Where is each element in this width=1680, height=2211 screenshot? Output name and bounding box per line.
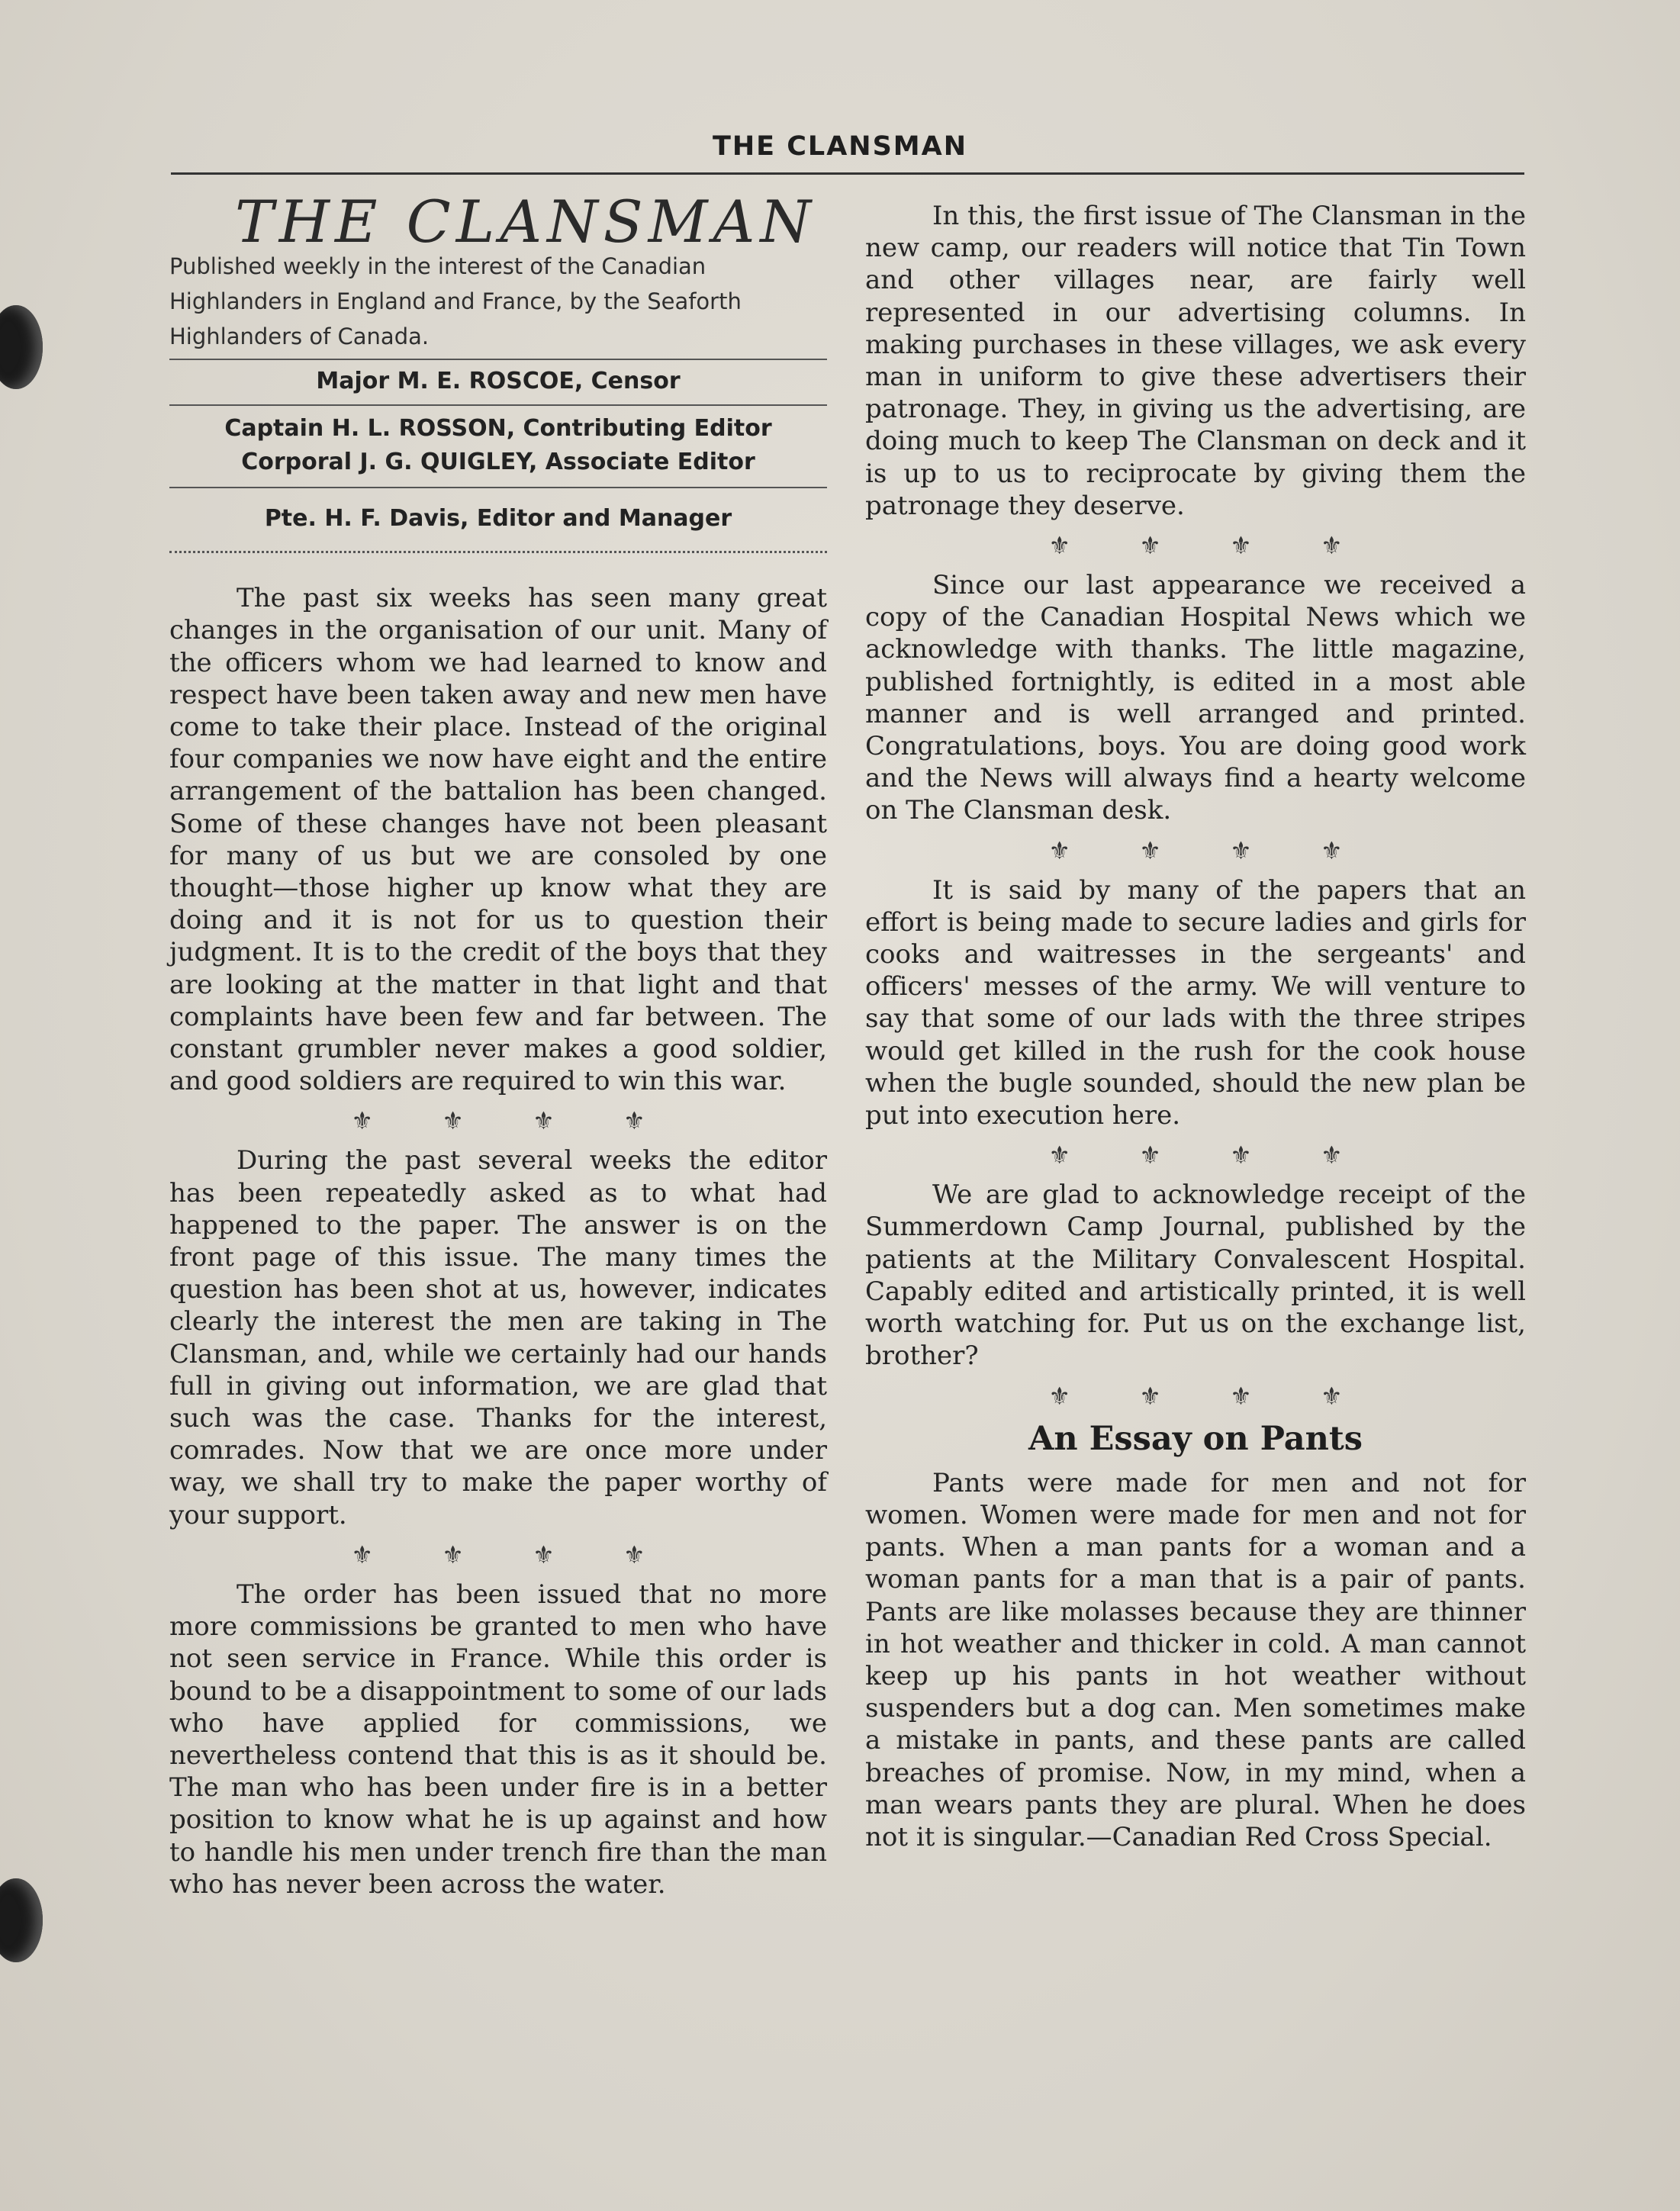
binding-hole xyxy=(0,1878,43,1962)
editorial-paragraph: In this, the first issue of The Clansman in the new camp, our readers will notice that Tin Town and other villages near, are fairly well represented in our advertising columns. In making purchases in these villages, we ask every man in uniform to give these advertisers their patronage. They, in giving us the advertising, are doing much to keep The Clansman on deck and it is up to us to reciprocate by giving them the patronage they deserve. xyxy=(865,201,1526,521)
staff-editors xyxy=(169,406,827,487)
fleuron-divider: ⚜ ⚜ ⚜ ⚜ xyxy=(1048,531,1373,561)
right-column xyxy=(865,200,1526,1853)
fleuron-divider: ⚜ ⚜ ⚜ ⚜ xyxy=(351,1540,676,1569)
editorial-paragraph: The order has been issued that no more more commissions be granted to men who have not seen service in France. While this order is bound to be a disappointment to some of our lads who have applied for commissions, we nevertheless contend that this is as it should be. The man who has been under fire is in a better position to know what he is up against and how to handle his men under trench fire than the man who has never been across the water. xyxy=(169,1579,827,1900)
running-head: THE CLANSMAN xyxy=(712,131,968,162)
fleuron-divider: ⚜ ⚜ ⚜ ⚜ xyxy=(1048,1381,1373,1411)
editorial-paragraph: It is said by many of the papers that an effort is being made to secure ladies and girls for cooks and waitresses in the sergeants' and officers' messes of the army. We will venture to say that some of our lads with the three stripes would get killed in the rush for the cook house when the bugle sounded, should the new plan be put into execution here. xyxy=(865,874,1526,1131)
editorial-paragraph: The past six weeks has seen many great changes in the organisation of our unit. Many of the officers whom we had learned to know and respect have been taken away and new men have come to take their place. Instead of the original four companies we now have eight and the entire arrangement of the battalion has been changed. Some of these changes have not been pleasant for many of us but we are consoled by one thought—those higher up know what they are doing and it is not for us to question their judgment. It is to the credit of the boys that they are looking at the matter in that light and that complaints have been few and far between. The constant grumbler never makes a good soldier, and good soldiers are required to win this war. xyxy=(169,583,827,1097)
essay-title: An Essay on Pants xyxy=(1028,1419,1363,1458)
essay-text: Pants were made for men and not for women. Women were made for men and not for pants. When a man pants for a woman and a woman pants for a man that is a pair of pants. Pants are like molasses because they are thinner in hot weather and thicker in cold. A man cannot keep up his pants in hot weather without suspenders but a dog can. Men sometimes make a mistake in pants, and these pants are called breaches of promise. Now, in my mind, when a man wears pants they are plural. When he does not it is singular.—Canadian Red Cross Special. xyxy=(865,1467,1526,1852)
editorial-paragraph: During the past several weeks the editor has been repeatedly asked as to what had happened to the paper. The answer is on the front page of this issue. The many times the question has been shot at us, however, indicates clearly the interest the men are taking in The Clansman, and, while we certainly had our hands full in giving out information, we are glad that such was the case. Thanks for the interest, comrades. Now that we are once more under way, we shall try to make the paper worthy of your support. xyxy=(169,1145,827,1530)
left-column xyxy=(169,188,827,1900)
header-rule xyxy=(171,172,1524,175)
contributing-editor-line: Captain H. L. ROSSON, Contributing Editor xyxy=(224,415,772,443)
fleuron-divider: ⚜ ⚜ ⚜ ⚜ xyxy=(1048,835,1373,865)
staff-censor xyxy=(169,360,827,404)
binding-hole xyxy=(0,305,43,389)
editorial-paragraph: We are glad to acknowledge receipt of the Summerdown Camp Journal, published by the patients at the Military Convalescent Hospital. Capably edited and artistically printed, it is well worth watching for. Put us on the exchange list, brother? xyxy=(865,1180,1526,1372)
staff-manager xyxy=(169,488,827,551)
censor-line: Major M. E. ROSCOE, Censor xyxy=(316,368,681,395)
masthead-dotted-rule xyxy=(169,551,827,553)
fleuron-divider: ⚜ ⚜ ⚜ ⚜ xyxy=(1048,1141,1373,1170)
fleuron-divider: ⚜ ⚜ ⚜ ⚜ xyxy=(351,1106,676,1136)
editor-manager-line: Pte. H. F. Davis, Editor and Manager xyxy=(264,505,732,533)
publication-info: Published weekly in the interest of the Canadian Highlanders in England and France, by the Seaforth Highlanders of Canada. xyxy=(169,253,742,350)
editorial-paragraph: Since our last appearance we received a copy of the Canadian Hospital News which we acknowledge with thanks. The little magazine, published fortnightly, is edited in a most able manner and is well arranged and printed. Congratulations, boys. You are doing good work and the News will always find a hearty welcome on The Clansman desk. xyxy=(865,570,1526,826)
associate-editor-line: Corporal J. G. QUIGLEY, Associate Editor xyxy=(241,449,755,476)
masthead-title: THE CLANSMAN xyxy=(235,188,816,256)
